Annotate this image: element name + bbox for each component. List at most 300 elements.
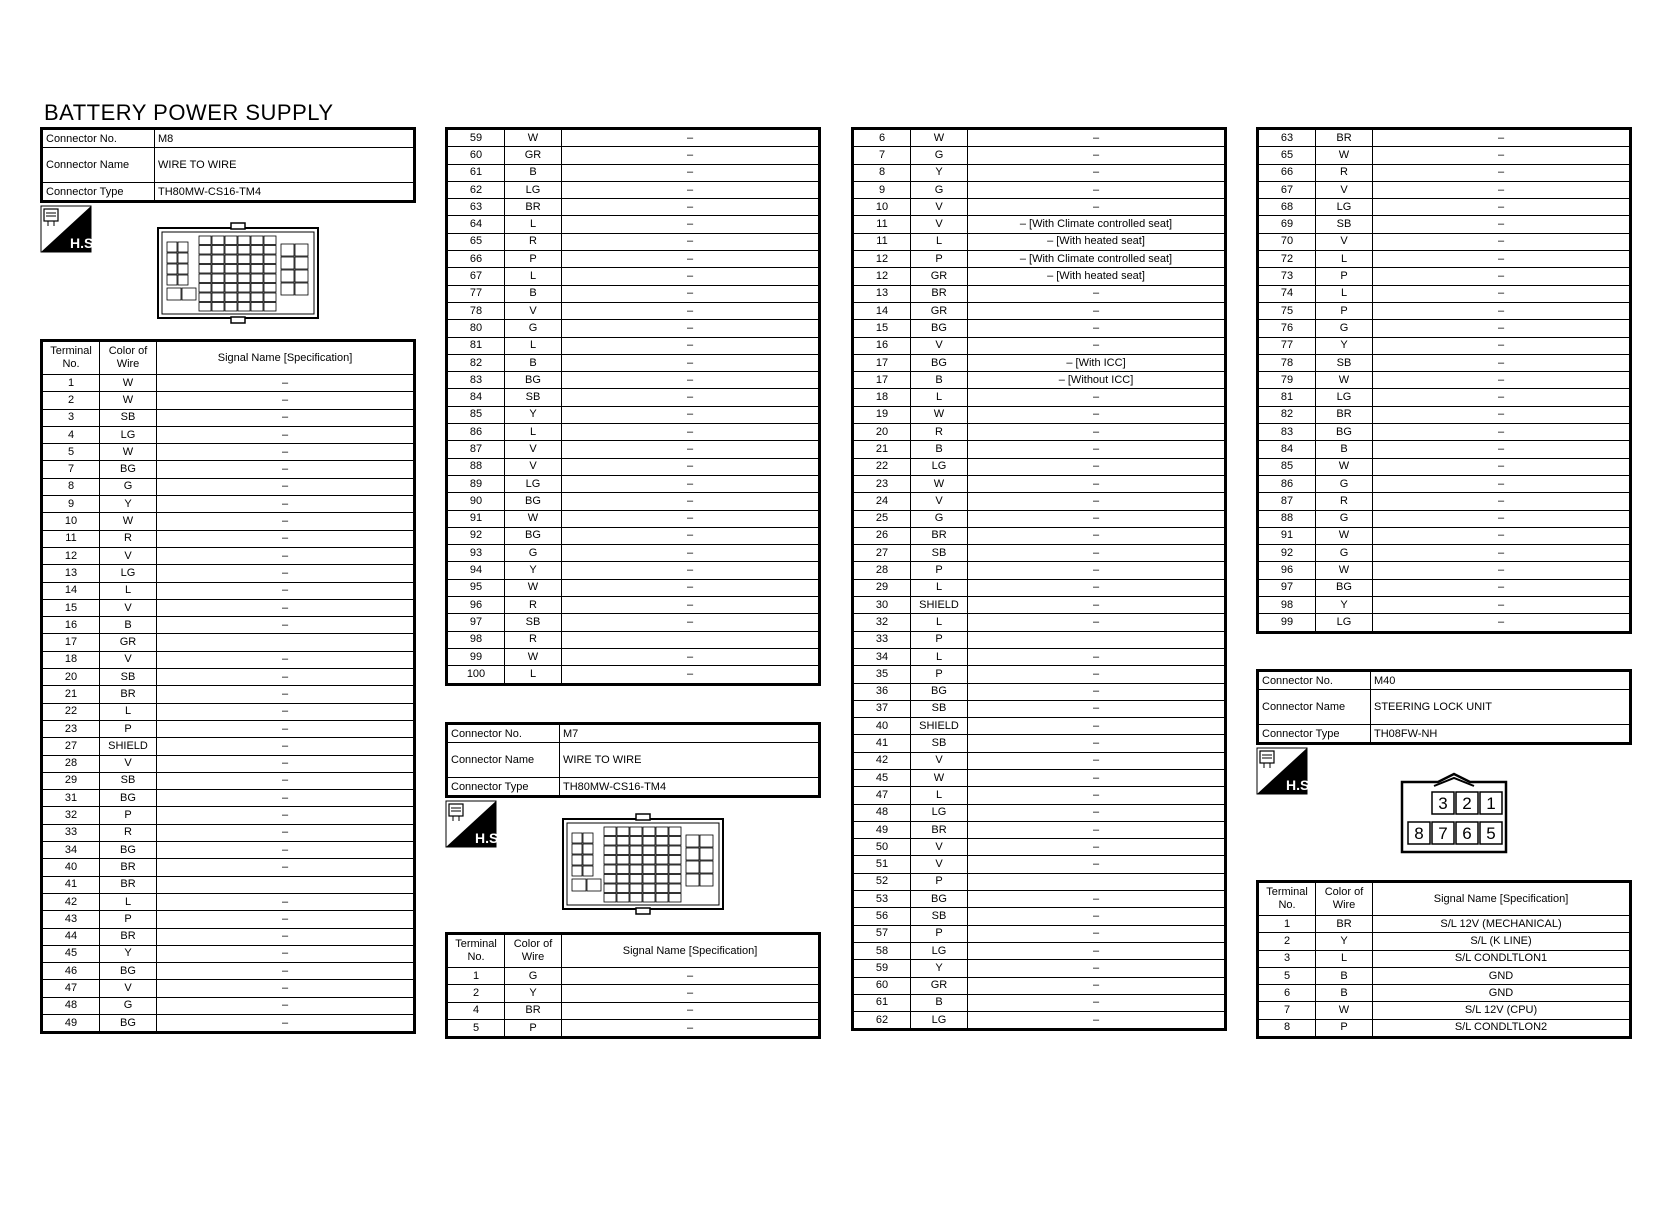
terminal-no-cell: 21: [853, 441, 911, 458]
signal-name-cell: –: [1373, 562, 1631, 579]
terminal-no-cell: 29: [42, 772, 100, 789]
connector-cavity: [669, 865, 681, 874]
signal-name-cell: –: [968, 389, 1226, 406]
table-row: [853, 977, 1226, 994]
terminal-no-cell: 12: [853, 268, 911, 285]
wire-color-cell: L: [1316, 251, 1373, 268]
wire-color-cell: Y: [100, 945, 157, 962]
terminal-no-cell: 91: [1258, 527, 1316, 544]
signal-name-cell: –: [157, 582, 415, 599]
table-row: [853, 873, 1226, 890]
terminal-no-cell: 77: [1258, 337, 1316, 354]
terminal-no-cell: 97: [447, 614, 505, 631]
signal-name-cell: –: [968, 458, 1226, 475]
connector-cavity: [604, 856, 616, 865]
table-row: [853, 233, 1226, 250]
signal-name-cell: –: [968, 925, 1226, 942]
m8-connector-column: [40, 127, 416, 203]
table-row: [853, 129, 1226, 147]
connector-cavity: [225, 246, 237, 255]
table-row: [447, 1002, 820, 1019]
table-row: [1258, 933, 1631, 950]
connector-cavity: [199, 255, 211, 264]
terminal-no-cell: 1: [1258, 916, 1316, 933]
connector-cavity: [281, 244, 294, 256]
table-row: [447, 545, 820, 562]
wire-color-cell: BR: [100, 876, 157, 893]
table-row: [42, 409, 415, 426]
connector-cavity: [643, 846, 655, 855]
table-row: [853, 942, 1226, 959]
connector-cavity: [199, 303, 211, 312]
terminal-no-cell: 3: [42, 409, 100, 426]
wire-color-cell: L: [505, 424, 562, 441]
signal-name-cell: –: [1373, 527, 1631, 544]
signal-name-cell: –: [562, 597, 820, 614]
table-row: [1258, 147, 1631, 164]
wire-color-cell: SB: [911, 545, 968, 562]
pin-number: 5: [1486, 824, 1496, 843]
connector-cavity: [700, 861, 713, 873]
harness-side-icon: [40, 205, 98, 253]
connector-cavity: [583, 866, 593, 876]
signal-name-cell: –: [157, 1014, 415, 1032]
wire-color-cell: R: [911, 424, 968, 441]
wire-color-cell: L: [505, 268, 562, 285]
terminal-no-cell: 83: [447, 372, 505, 389]
wire-color-cell: G: [505, 320, 562, 337]
connector-cavity: [617, 837, 629, 846]
connector-cavity: [251, 293, 263, 302]
connector-cavity: [656, 827, 668, 836]
wire-color-cell: W: [100, 375, 157, 392]
signal-name-cell: –: [968, 337, 1226, 354]
connector-cavity: [583, 855, 593, 865]
wire-color-cell: L: [1316, 285, 1373, 302]
wire-color-cell: V: [505, 441, 562, 458]
wire-color-cell: P: [911, 925, 968, 942]
signal-name-cell: –: [157, 617, 415, 634]
connector-cavity: [604, 837, 616, 846]
terminal-no-cell: 84: [1258, 441, 1316, 458]
signal-name-cell: [968, 631, 1226, 648]
m8-connector-type: TH80MW-CS16-TM4: [155, 183, 415, 202]
signal-name-cell: –: [562, 147, 820, 164]
wire-color-cell: B: [911, 441, 968, 458]
table-row: [853, 199, 1226, 216]
signal-name-cell: –: [1373, 406, 1631, 423]
table-row: [1258, 510, 1631, 527]
connector-cavity: [656, 846, 668, 855]
signal-name-cell: [157, 876, 415, 893]
signal-name-cell: –: [562, 458, 820, 475]
m7-terminal-table: [445, 932, 821, 1039]
table-row: [447, 1019, 820, 1037]
signal-name-cell: –: [968, 562, 1226, 579]
terminal-no-cell: 47: [853, 787, 911, 804]
signal-name-cell: – [With Climate controlled seat]: [968, 216, 1226, 233]
terminal-no-cell: 16: [853, 337, 911, 354]
table-row: [447, 233, 820, 250]
table-row: [1258, 389, 1631, 406]
connector-cavity: [212, 284, 224, 293]
table-row: [853, 648, 1226, 665]
table-row: [42, 617, 415, 634]
connector-cavity: [212, 274, 224, 283]
connector-no-label: Connector No.: [42, 129, 155, 148]
table-row: [1258, 285, 1631, 302]
signal-name-cell: –: [157, 426, 415, 443]
wire-color-cell: W: [100, 392, 157, 409]
table-row: [853, 735, 1226, 752]
table-row: [853, 718, 1226, 735]
terminal-no-cell: 48: [42, 997, 100, 1014]
signal-name-cell: –: [1373, 389, 1631, 406]
wire-color-cell: G: [505, 968, 562, 985]
connector-cavity: [604, 875, 616, 884]
table-row: [853, 354, 1226, 371]
signal-name-cell: –: [968, 579, 1226, 596]
connector-cavity: [572, 833, 582, 843]
terminal-no-cell: 92: [447, 527, 505, 544]
terminal-no-cell: 12: [853, 251, 911, 268]
table-row: [1258, 441, 1631, 458]
terminal-no-cell: 30: [853, 597, 911, 614]
signal-name-cell: –: [157, 963, 415, 980]
terminal-no-cell: 96: [447, 597, 505, 614]
terminal-no-cell: 34: [853, 648, 911, 665]
table-row: [447, 527, 820, 544]
wire-color-cell: SB: [505, 389, 562, 406]
terminal-no-cell: 59: [447, 129, 505, 147]
signal-name-cell: –: [1373, 320, 1631, 337]
wire-color-cell: SB: [911, 700, 968, 717]
terminal-no-cell: 67: [447, 268, 505, 285]
signal-name-cell: –: [562, 181, 820, 198]
table-row: [853, 164, 1226, 181]
signal-name-cell: –: [968, 821, 1226, 838]
wire-color-cell: W: [911, 129, 968, 147]
connector-name-label: Connector Name: [1258, 690, 1371, 725]
table-row: [1258, 372, 1631, 389]
terminal-no-cell: 40: [42, 859, 100, 876]
table-row: [853, 302, 1226, 319]
terminal-no-cell: 9: [853, 181, 911, 198]
table-row: [853, 458, 1226, 475]
signal-name-cell: –: [562, 233, 820, 250]
wire-color-cell: Y: [1316, 933, 1373, 950]
wire-color-cell: SHIELD: [911, 718, 968, 735]
connector-cavity: [617, 827, 629, 836]
terminal-no-cell: 17: [42, 634, 100, 651]
terminal-no-cell: 98: [447, 631, 505, 648]
signal-name-cell: –: [562, 406, 820, 423]
table-row: [1258, 129, 1631, 147]
wire-color-cell: P: [911, 251, 968, 268]
connector-cavity: [686, 861, 699, 873]
signal-name-cell: –: [968, 285, 1226, 302]
table-row: [42, 720, 415, 737]
connector-cavity: [656, 856, 668, 865]
connector-cavity: [617, 884, 629, 893]
signal-name-cell: –: [968, 1012, 1226, 1030]
terminal-no-cell: 92: [1258, 545, 1316, 562]
table-row: [42, 686, 415, 703]
connector-cavity: [617, 865, 629, 874]
wire-color-cell: W: [1316, 1002, 1373, 1019]
signal-name-cell: –: [1373, 216, 1631, 233]
signal-name-cell: – [Without ICC]: [968, 372, 1226, 389]
table-row: [42, 893, 415, 910]
wire-color-cell: V: [1316, 181, 1373, 198]
wire-color-cell: B: [505, 285, 562, 302]
wire-color-cell: BG: [911, 320, 968, 337]
terminal-no-cell: 23: [42, 720, 100, 737]
wire-color-cell: R: [505, 233, 562, 250]
color-of-wire-header: Color of Wire: [505, 934, 562, 968]
signal-name-cell: –: [562, 337, 820, 354]
signal-name-cell: –: [157, 565, 415, 582]
signal-name-cell: – [With Climate controlled seat]: [968, 251, 1226, 268]
terminal-no-cell: 9: [42, 496, 100, 513]
terminal-no-cell: 67: [1258, 181, 1316, 198]
signal-name-cell: –: [968, 147, 1226, 164]
connector-cavity: [617, 846, 629, 855]
signal-name-cell: –: [968, 960, 1226, 977]
terminal-no-cell: 100: [447, 666, 505, 684]
signal-name-cell: –: [562, 648, 820, 665]
wire-color-cell: P: [1316, 302, 1373, 319]
terminal-no-cell: 63: [447, 199, 505, 216]
connector-cavity: [167, 242, 177, 252]
signal-name-cell: –: [968, 614, 1226, 631]
wire-color-cell: R: [1316, 493, 1373, 510]
signal-name-cell: GND: [1373, 985, 1631, 1002]
connector-cavity: [630, 894, 642, 903]
signal-name-cell: –: [562, 302, 820, 319]
connector-cavity: [572, 866, 582, 876]
signal-name-cell: –: [157, 461, 415, 478]
table-row: [853, 597, 1226, 614]
m40-connector-face-diagram: [1400, 772, 1508, 854]
connector-cavity: [212, 293, 224, 302]
terminal-no-cell: 65: [447, 233, 505, 250]
connector-name-label: Connector Name: [42, 148, 155, 183]
wire-color-cell: BG: [505, 493, 562, 510]
signal-name-cell: –: [968, 787, 1226, 804]
wire-color-cell: L: [505, 337, 562, 354]
table-row: [42, 1014, 415, 1032]
terminal-no-cell: 27: [853, 545, 911, 562]
wire-color-cell: R: [505, 597, 562, 614]
wire-color-cell: V: [911, 493, 968, 510]
table-row: [853, 666, 1226, 683]
signal-name-cell: –: [1373, 614, 1631, 632]
connector-cavity: [238, 255, 250, 264]
terminal-no-cell: 66: [447, 251, 505, 268]
connector-cavity: [167, 275, 177, 285]
signal-name-cell: –: [968, 406, 1226, 423]
wire-color-cell: V: [911, 856, 968, 873]
wire-color-cell: G: [1316, 475, 1373, 492]
table-row: [853, 821, 1226, 838]
signal-name-cell: –: [1373, 545, 1631, 562]
signal-name-header: Signal Name [Specification]: [157, 341, 415, 375]
terminal-no-cell: 68: [1258, 199, 1316, 216]
table-row: [1258, 967, 1631, 984]
wire-color-cell: BG: [1316, 579, 1373, 596]
wire-color-cell: BG: [100, 1014, 157, 1032]
table-row: [853, 337, 1226, 354]
table-row: [1258, 233, 1631, 250]
wire-color-cell: SB: [911, 908, 968, 925]
connector-cavity: [225, 236, 237, 245]
terminal-no-cell: 59: [853, 960, 911, 977]
table-row: [447, 579, 820, 596]
wire-color-cell: BG: [1316, 424, 1373, 441]
connector-cavity: [643, 827, 655, 836]
connector-cavity: [264, 236, 276, 245]
terminal-no-cell: 88: [447, 458, 505, 475]
wire-color-cell: G: [1316, 510, 1373, 527]
connector-cavity: [669, 884, 681, 893]
signal-name-cell: –: [157, 375, 415, 392]
wire-color-cell: V: [911, 752, 968, 769]
table-row: [853, 147, 1226, 164]
connector-cavity: [295, 257, 308, 269]
terminal-no-cell: 86: [447, 424, 505, 441]
wire-color-cell: W: [100, 513, 157, 530]
wire-color-cell: L: [100, 703, 157, 720]
connector-type-label: Connector Type: [1258, 725, 1371, 744]
table-row: [447, 251, 820, 268]
signal-name-cell: S/L CONDLTLON2: [1373, 1019, 1631, 1037]
terminal-no-cell: 8: [1258, 1019, 1316, 1037]
terminal-no-cell: 11: [42, 530, 100, 547]
table-row: [853, 839, 1226, 856]
harness-side-icon: [445, 800, 503, 848]
wire-color-cell: BR: [911, 821, 968, 838]
terminal-no-cell: 88: [1258, 510, 1316, 527]
connector-cavity: [199, 274, 211, 283]
terminal-no-cell: 41: [42, 876, 100, 893]
connector-cavity: [238, 303, 250, 312]
table-row: [42, 582, 415, 599]
wire-color-cell: BG: [100, 963, 157, 980]
terminal-no-cell: 22: [42, 703, 100, 720]
table-row: [447, 147, 820, 164]
terminal-no-cell: 81: [1258, 389, 1316, 406]
terminal-no-cell: 69: [1258, 216, 1316, 233]
wire-color-cell: G: [911, 510, 968, 527]
table-row: [853, 787, 1226, 804]
wire-color-cell: L: [911, 389, 968, 406]
terminal-no-cell: 17: [853, 354, 911, 371]
wire-color-cell: LG: [911, 942, 968, 959]
wire-color-cell: Y: [1316, 337, 1373, 354]
terminal-no-cell: 83: [1258, 424, 1316, 441]
wire-color-cell: BR: [1316, 916, 1373, 933]
table-row: [42, 426, 415, 443]
wire-color-cell: W: [505, 648, 562, 665]
wire-color-cell: W: [911, 769, 968, 786]
wire-color-cell: GR: [911, 268, 968, 285]
wire-color-cell: L: [911, 579, 968, 596]
wire-color-cell: G: [911, 147, 968, 164]
connector-cavity: [178, 253, 188, 263]
table-row: [1258, 614, 1631, 632]
wire-color-cell: BG: [911, 354, 968, 371]
signal-name-cell: –: [157, 409, 415, 426]
signal-name-cell: –: [562, 199, 820, 216]
wire-color-cell: LG: [911, 1012, 968, 1030]
signal-name-cell: –: [1373, 579, 1631, 596]
terminal-no-cell: 75: [1258, 302, 1316, 319]
connector-cavity: [212, 236, 224, 245]
signal-name-cell: [157, 634, 415, 651]
signal-name-cell: –: [968, 856, 1226, 873]
table-row: [853, 527, 1226, 544]
terminal-no-cell: 8: [853, 164, 911, 181]
m7-connector-name: WIRE TO WIRE: [560, 743, 820, 778]
connector-cavity: [264, 284, 276, 293]
table-row: [1258, 985, 1631, 1002]
table-row: [447, 181, 820, 198]
signal-name-cell: –: [157, 755, 415, 772]
signal-name-cell: –: [968, 129, 1226, 147]
connector-cavity: [238, 265, 250, 274]
pin-number: 8: [1414, 824, 1424, 843]
connector-cavity: [212, 265, 224, 274]
signal-name-cell: –: [157, 738, 415, 755]
signal-name-cell: –: [562, 968, 820, 985]
wire-color-cell: LG: [100, 426, 157, 443]
terminal-no-cell: 26: [853, 527, 911, 544]
signal-name-cell: –: [157, 720, 415, 737]
signal-name-cell: GND: [1373, 967, 1631, 984]
terminal-no-cell: 14: [42, 582, 100, 599]
signal-name-cell: –: [157, 772, 415, 789]
table-row: [1258, 181, 1631, 198]
terminal-no-cell: 51: [853, 856, 911, 873]
connector-cavity: [182, 288, 196, 300]
signal-name-cell: –: [157, 478, 415, 495]
terminal-no-cell: 10: [853, 199, 911, 216]
wire-color-cell: P: [911, 666, 968, 683]
signal-name-cell: –: [562, 493, 820, 510]
signal-name-cell: –: [968, 769, 1226, 786]
signal-name-cell: – [With heated seat]: [968, 268, 1226, 285]
terminal-no-cell: 22: [853, 458, 911, 475]
terminal-no-cell: 62: [853, 1012, 911, 1030]
terminal-no-cell: 31: [42, 790, 100, 807]
connector-cavity: [669, 894, 681, 903]
connector-cavity: [669, 846, 681, 855]
signal-name-cell: –: [968, 908, 1226, 925]
connector-cavity: [281, 283, 294, 295]
table-row: [42, 824, 415, 841]
terminal-no-cell: 47: [42, 980, 100, 997]
terminal-no-cell: 19: [853, 406, 911, 423]
terminal-no-cell: 52: [853, 873, 911, 890]
terminal-no-cell: 12: [42, 547, 100, 564]
signal-name-cell: –: [1373, 493, 1631, 510]
signal-name-cell: –: [1373, 268, 1631, 285]
connector-cavity: [199, 265, 211, 274]
table-row: [42, 997, 415, 1014]
connector-no-label: Connector No.: [447, 724, 560, 743]
table-row: [853, 1012, 1226, 1030]
